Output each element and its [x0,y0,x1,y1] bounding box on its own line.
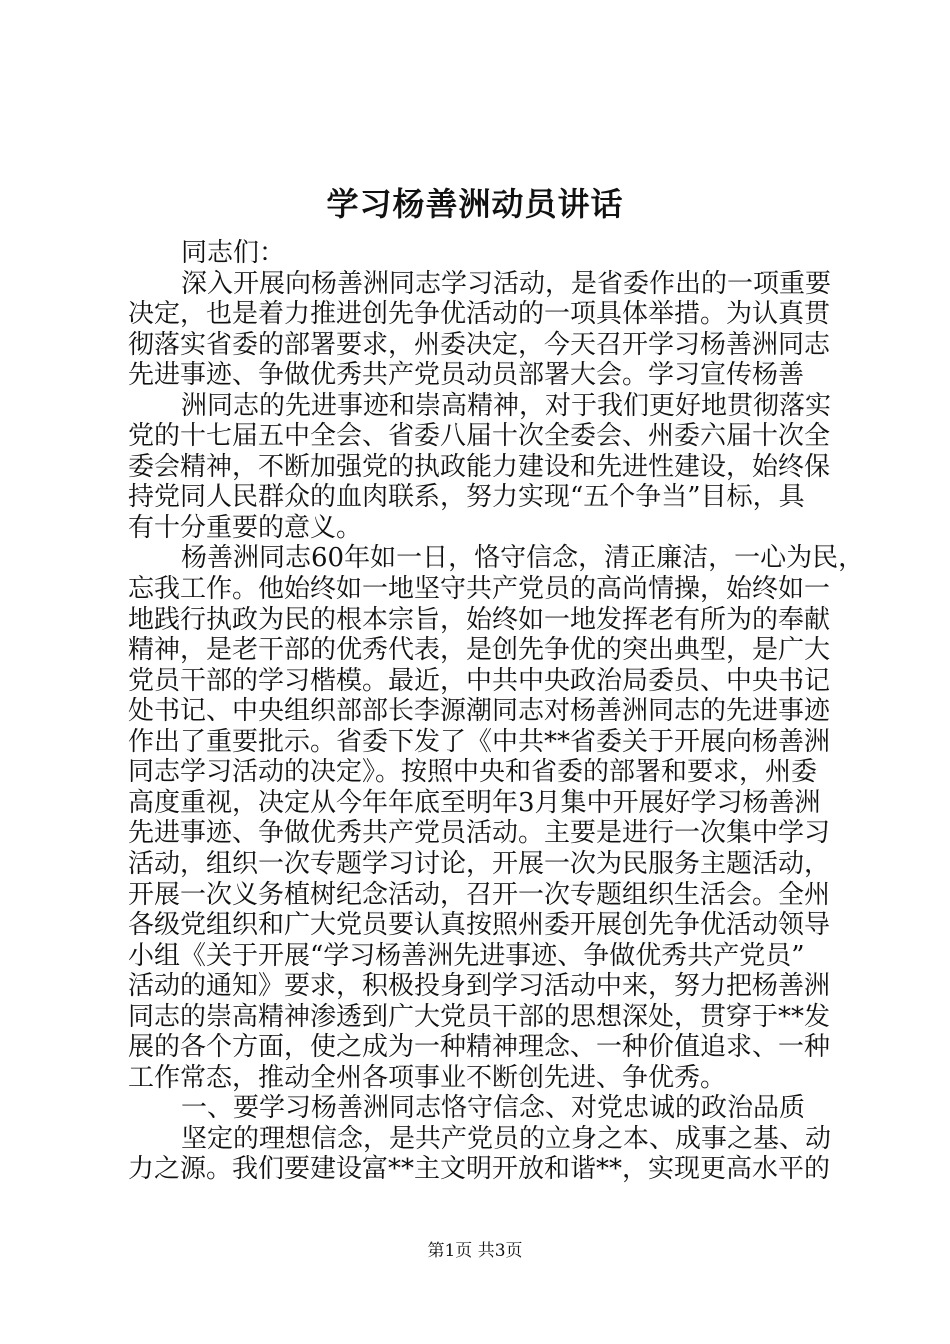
body-line: 各级党组织和广大党员要认真按照州委开展创先争优活动领导 [128,910,831,940]
salutation-line: 同志们： [181,238,286,268]
body-line: 彻落实省委的部署要求，州委决定，今天召开学习杨善洲同志 [128,330,831,360]
body-line: 力之源。我们要建设富**主文明开放和谐**，实现更高水平的 [128,1154,831,1184]
body-line: 展的各个方面，使之成为一种精神理念、一种价值追求、一种 [128,1032,831,1062]
body-line: 地践行执政为民的根本宗旨，始终如一地发挥老有所为的奉献 [128,605,831,635]
section-heading: 一、要学习杨善洲同志恪守信念、对党忠诚的政治品质 [181,1093,806,1123]
body-line: 同志的崇高精神渗透到广大党员干部的思想深处，贯穿于**发 [128,1002,831,1032]
body-line: 精神，是老干部的优秀代表，是创先争优的突出典型，是广大 [128,635,831,665]
body-line: 党员干部的学习楷模。最近，中共中央政治局委员、中央书记 [128,666,831,696]
body-line: 委会精神，不断加强党的执政能力建设和先进性建设，始终保 [128,452,831,482]
body-line: 深入开展向杨善洲同志学习活动，是省委作出的一项重要 [181,269,832,299]
body-line: 洲同志的先进事迹和崇高精神，对于我们更好地贯彻落实 [181,391,832,421]
body-line: 先进事迹、争做优秀共产党员活动。主要是进行一次集中学习 [128,818,831,848]
body-line: 小组《关于开展“学习杨善洲先进事迹、争做优秀共产党员” [128,941,805,971]
body-line: 持党同人民群众的血肉联系，努力实现“五个争当”目标，具 [128,482,805,512]
body-line: 开展一次义务植树纪念活动，召开一次专题组织生活会。全州 [128,880,831,910]
page-number-footer: 第1页 共3页 [427,1241,523,1261]
body-line: 作出了重要批示。省委下发了《中共**省委关于开展向杨善洲 [128,727,831,757]
document-title: 学习杨善洲动员讲话 [326,185,624,223]
body-line: 高度重视，决定从今年年底至明年3月集中开展好学习杨善洲 [128,788,821,818]
body-line: 同志学习活动的决定》。按照中央和省委的部署和要求，州委 [128,757,818,787]
body-line: 工作常态，推动全州各项事业不断创先进、争优秀。 [128,1063,727,1093]
body-line: 活动的通知》要求，积极投身到学习活动中来，努力把杨善洲 [128,971,831,1001]
body-line: 决定，也是着力推进创先争优活动的一项具体举措。为认真贯 [128,299,831,329]
body-line: 先进事迹、争做优秀共产党员动员部署大会。学习宣传杨善 [128,360,805,390]
body-line: 忘我工作。他始终如一地坚守共产党员的高尚情操，始终如一 [128,574,831,604]
body-line: 活动，组织一次专题学习讨论，开展一次为民服务主题活动， [128,849,831,879]
body-line: 坚定的理想信念，是共产党员的立身之本、成事之基、动 [181,1124,832,1154]
body-line: 杨善洲同志60年如一日，恪守信念，清正廉洁，一心为民， [181,543,865,573]
body-line: 处书记、中央组织部部长李源潮同志对杨善洲同志的先进事迹 [128,696,831,726]
body-line: 有十分重要的意义。 [128,513,363,543]
body-line: 党的十七届五中全会、省委八届十次全委会、州委六届十次全 [128,421,831,451]
